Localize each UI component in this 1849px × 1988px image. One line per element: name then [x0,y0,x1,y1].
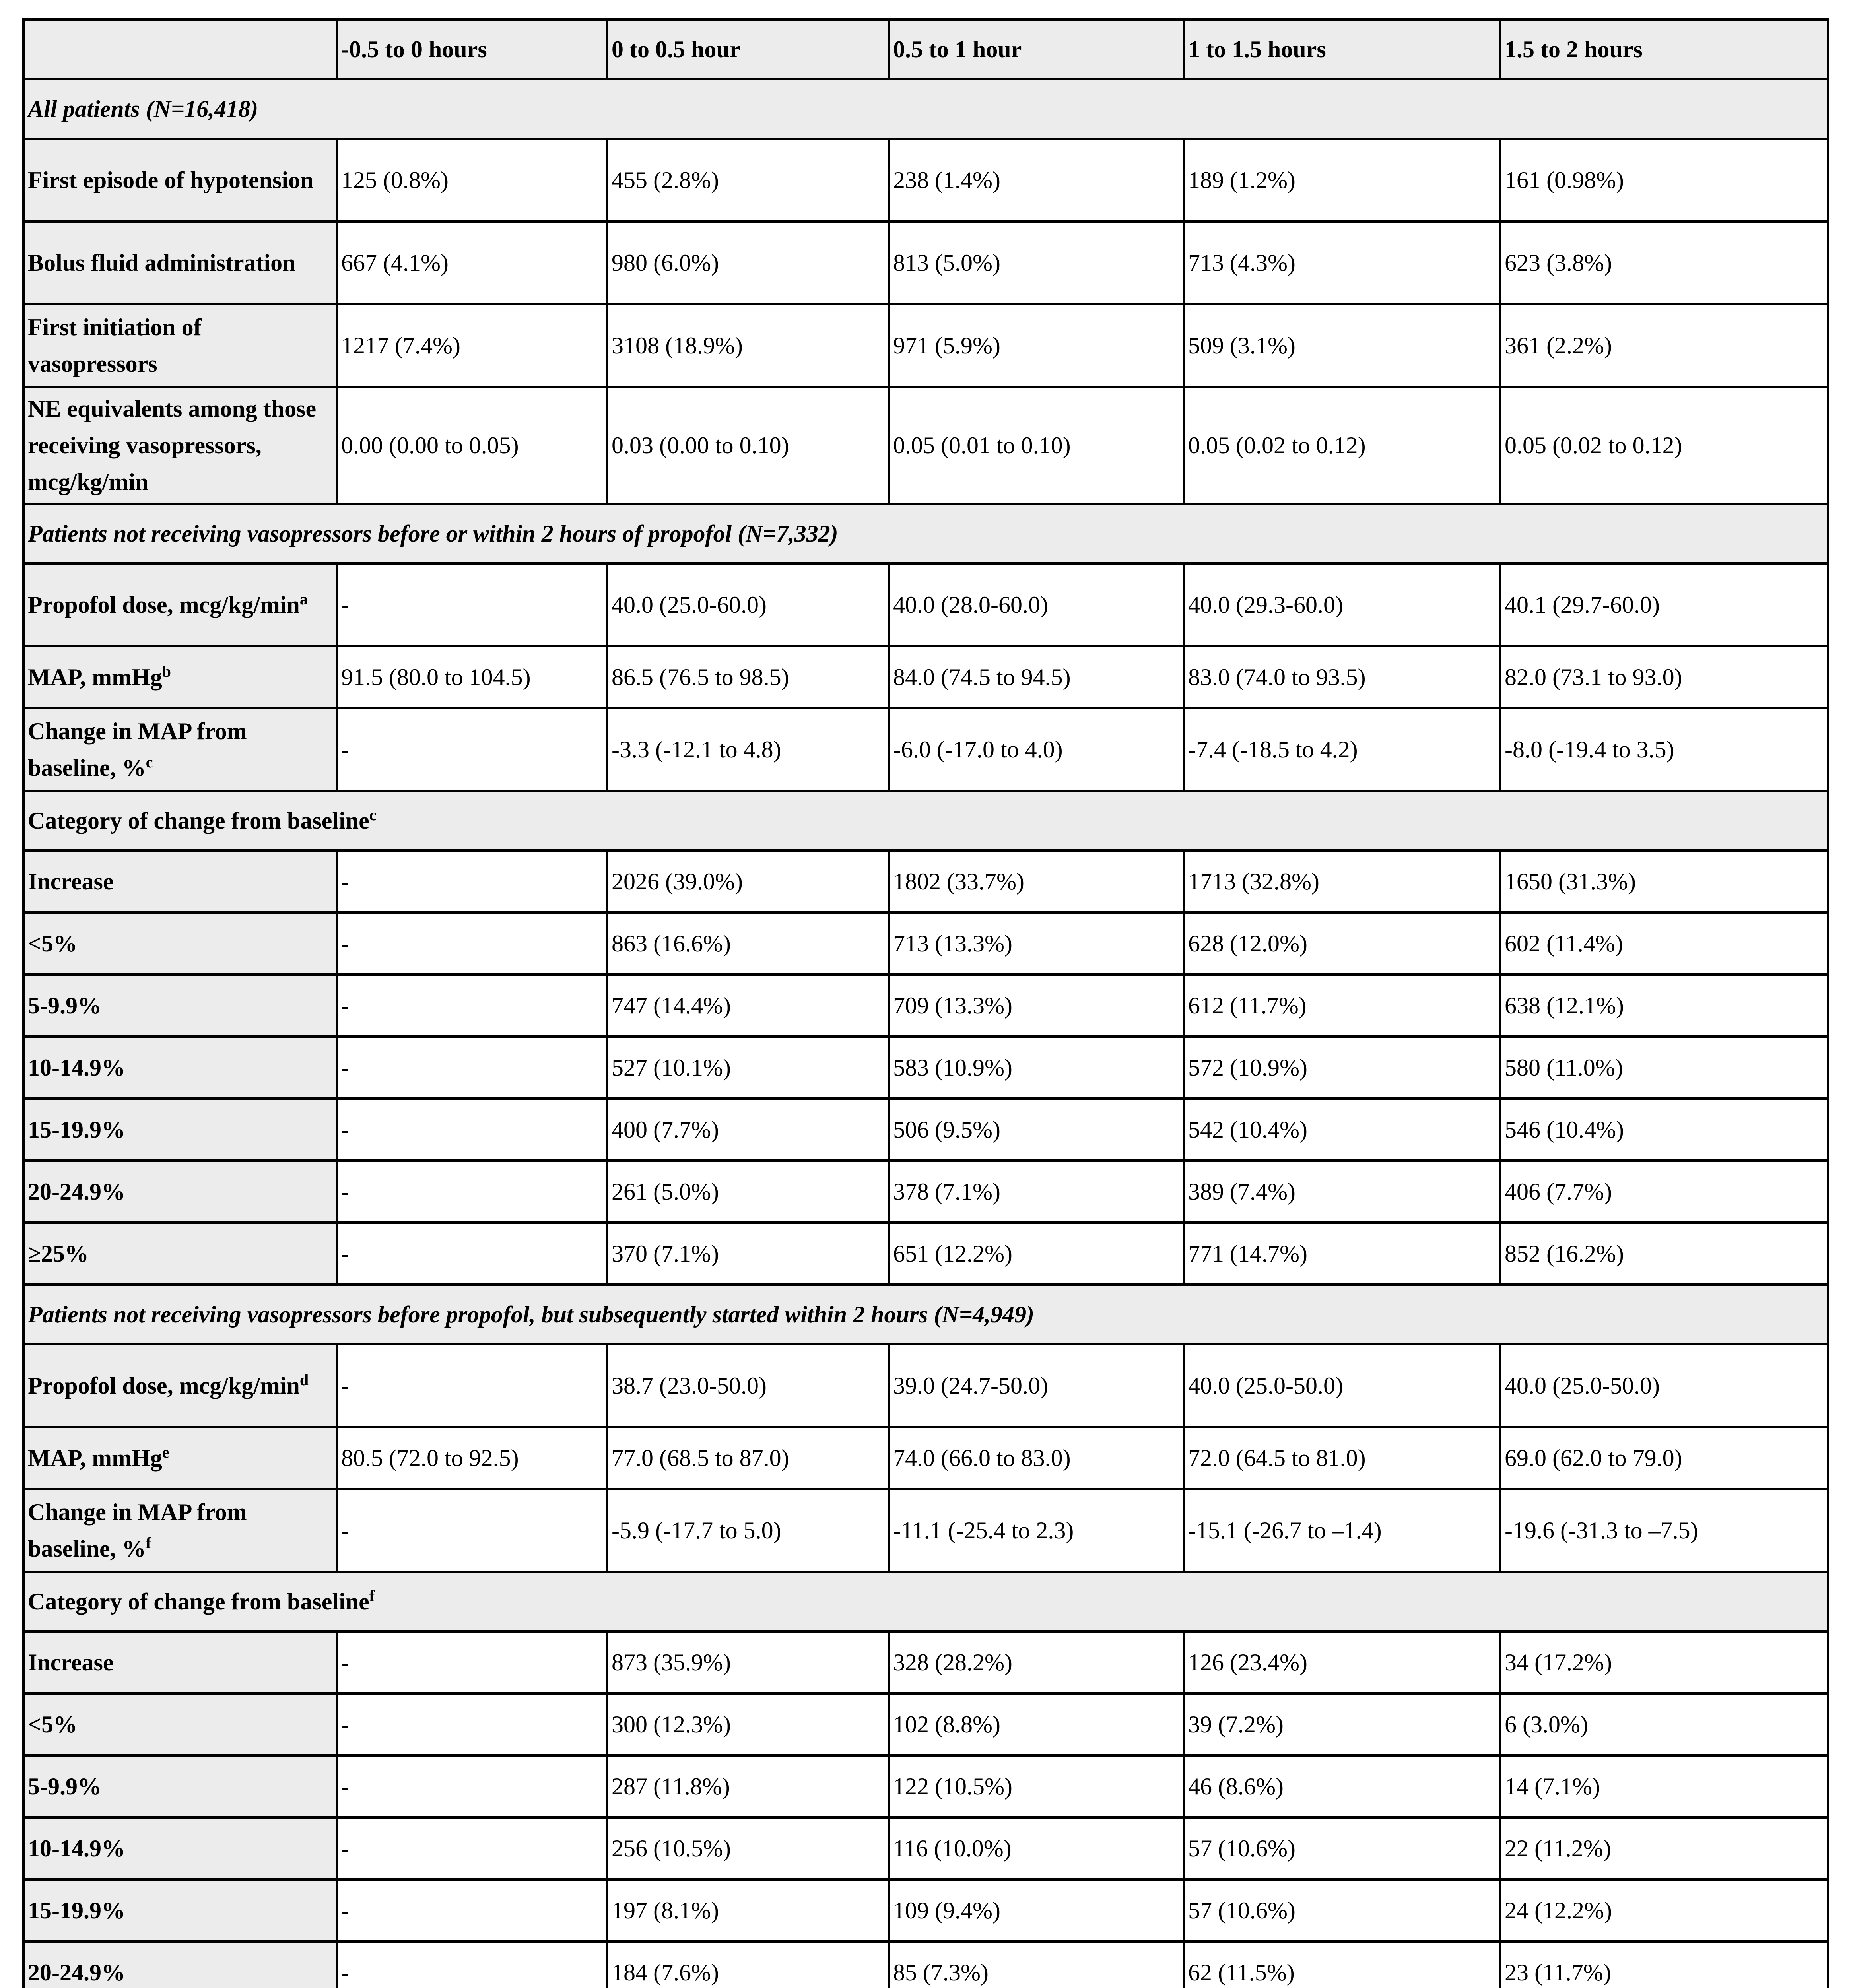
table-cell: - [337,1817,607,1879]
table-cell: - [337,1879,607,1941]
footnote-marker: c [369,806,377,824]
row-label-text: Change in MAP from baseline, % [28,718,247,781]
table-cell: 238 (1.4%) [889,139,1184,221]
row-label: 10-14.9% [23,1817,337,1879]
table-row [23,221,1828,304]
section-header-row [23,79,1828,139]
table-cell: 109 (9.4%) [889,1879,1184,1941]
table-cell: - [337,1755,607,1817]
table-cell: 40.0 (29.3-60.0) [1184,563,1500,646]
section-title: All patients (N=16,418) [23,79,1828,139]
row-label: Increase [23,850,337,912]
table-cell: 197 (8.1%) [607,1879,889,1941]
table-cell: 580 (11.0%) [1500,1037,1828,1099]
table-cell: 542 (10.4%) [1184,1099,1500,1161]
footnote-marker: b [162,662,171,680]
footnote-marker: d [299,1371,309,1389]
row-label: ≥25% [23,1223,337,1285]
table-row [23,139,1828,221]
table-row [23,850,1828,912]
table-cell: 184 (7.6%) [607,1941,889,1988]
row-label: 20-24.9% [23,1161,337,1223]
category-title-text: Category of change from baseline [28,808,369,834]
table-cell: 361 (2.2%) [1500,304,1828,387]
table-cell: 39 (7.2%) [1184,1693,1500,1755]
table-cell: 406 (7.7%) [1500,1161,1828,1223]
category-header-row [23,791,1828,850]
table-cell: 527 (10.1%) [607,1037,889,1099]
row-label: 20-24.9% [23,1941,337,1988]
table-cell: 261 (5.0%) [607,1161,889,1223]
table-cell: 91.5 (80.0 to 104.5) [337,646,607,708]
table-cell: 102 (8.8%) [889,1693,1184,1755]
table-cell: 455 (2.8%) [607,139,889,221]
row-label [23,563,337,646]
table-cell: 506 (9.5%) [889,1099,1184,1161]
footnote-marker: e [162,1443,169,1461]
row-label: 10-14.9% [23,1037,337,1099]
header-cell: 0.5 to 1 hour [889,19,1184,79]
row-label: <5% [23,912,337,975]
table-cell: 572 (10.9%) [1184,1037,1500,1099]
category-header-row [23,1572,1828,1631]
table-cell: - [337,1631,607,1693]
table-cell: - [337,708,607,791]
table-row [23,304,1828,387]
table-row [23,1161,1828,1223]
table-cell: 0.05 (0.01 to 0.10) [889,387,1184,504]
table-cell: - [337,1489,607,1572]
table-cell: 713 (13.3%) [889,912,1184,975]
table-cell: 378 (7.1%) [889,1161,1184,1223]
table-cell: 23 (11.7%) [1500,1941,1828,1988]
table-cell: 39.0 (24.7-50.0) [889,1344,1184,1427]
table-cell: -3.3 (-12.1 to 4.8) [607,708,889,791]
table-cell: 971 (5.9%) [889,304,1184,387]
table-cell: 623 (3.8%) [1500,221,1828,304]
row-label: 15-19.9% [23,1879,337,1941]
table-cell: -5.9 (-17.7 to 5.0) [607,1489,889,1572]
table-row [23,1941,1828,1988]
table-cell: -7.4 (-18.5 to 4.2) [1184,708,1500,791]
table-cell: 602 (11.4%) [1500,912,1828,975]
table-row [23,1223,1828,1285]
table-cell: - [337,1941,607,1988]
table-cell: 122 (10.5%) [889,1755,1184,1817]
category-title-text: Category of change from baseline [28,1588,369,1615]
table-cell: 62 (11.5%) [1184,1941,1500,1988]
header-row [23,19,1828,79]
table-cell: 85 (7.3%) [889,1941,1184,1988]
table-cell: 328 (28.2%) [889,1631,1184,1693]
table-cell: 126 (23.4%) [1184,1631,1500,1693]
table-row [23,1817,1828,1879]
table-row [23,1693,1828,1755]
table-cell: 57 (10.6%) [1184,1817,1500,1879]
table-row [23,646,1828,708]
table-row [23,1879,1828,1941]
table-cell: 1650 (31.3%) [1500,850,1828,912]
table-cell: 651 (12.2%) [889,1223,1184,1285]
table-cell: 83.0 (74.0 to 93.5) [1184,646,1500,708]
table-cell: 747 (14.4%) [607,975,889,1037]
results-table [22,18,1829,1988]
row-label: <5% [23,1693,337,1755]
table-row [23,1099,1828,1161]
row-label [23,1489,337,1572]
row-label-text: Propofol dose, mcg/kg/min [28,592,300,618]
table-cell: 370 (7.1%) [607,1223,889,1285]
table-cell: - [337,1223,607,1285]
table-cell: 69.0 (62.0 to 79.0) [1500,1427,1828,1489]
table-row [23,1037,1828,1099]
header-cell [23,19,337,79]
header-cell: -0.5 to 0 hours [337,19,607,79]
row-label: First initiation of vasopressors [23,304,337,387]
row-label: 5-9.9% [23,975,337,1037]
table-cell: 125 (0.8%) [337,139,607,221]
table-cell: 638 (12.1%) [1500,975,1828,1037]
table-row [23,1631,1828,1693]
table-cell: 1217 (7.4%) [337,304,607,387]
table-cell: 628 (12.0%) [1184,912,1500,975]
table-cell: 38.7 (23.0-50.0) [607,1344,889,1427]
header-cell: 1 to 1.5 hours [1184,19,1500,79]
footnote-marker: f [146,1534,151,1552]
table-cell: 400 (7.7%) [607,1099,889,1161]
table-cell: 509 (3.1%) [1184,304,1500,387]
table-row [23,975,1828,1037]
table-cell: 813 (5.0%) [889,221,1184,304]
table-cell: 256 (10.5%) [607,1817,889,1879]
row-label: First episode of hypotension [23,139,337,221]
table-cell: -6.0 (-17.0 to 4.0) [889,708,1184,791]
table-cell: 22 (11.2%) [1500,1817,1828,1879]
table-cell: 86.5 (76.5 to 98.5) [607,646,889,708]
results-table-container [22,18,1827,1988]
table-cell: 546 (10.4%) [1500,1099,1828,1161]
row-label [23,1427,337,1489]
table-row [23,1344,1828,1427]
table-cell: 771 (14.7%) [1184,1223,1500,1285]
footnote-marker: c [146,753,153,771]
table-cell: 14 (7.1%) [1500,1755,1828,1817]
table-cell: 713 (4.3%) [1184,221,1500,304]
table-cell: 0.05 (0.02 to 0.12) [1500,387,1828,504]
row-label [23,708,337,791]
table-cell: 82.0 (73.1 to 93.0) [1500,646,1828,708]
table-cell: -15.1 (-26.7 to –1.4) [1184,1489,1500,1572]
table-row [23,1489,1828,1572]
table-cell: 287 (11.8%) [607,1755,889,1817]
table-row [23,1755,1828,1817]
header-cell: 1.5 to 2 hours [1500,19,1828,79]
table-row [23,912,1828,975]
table-cell: 1802 (33.7%) [889,850,1184,912]
table-cell: 84.0 (74.5 to 94.5) [889,646,1184,708]
table-cell: 46 (8.6%) [1184,1755,1500,1817]
row-label-text: Change in MAP from baseline, % [28,1499,247,1562]
category-title [23,791,1828,850]
row-label [23,646,337,708]
table-cell: 116 (10.0%) [889,1817,1184,1879]
row-label: Increase [23,1631,337,1693]
section-title: Patients not receiving vasopressors before propofol, but subsequently started within 2 hours (N=4,949) [23,1285,1828,1344]
table-cell: 667 (4.1%) [337,221,607,304]
table-cell: 873 (35.9%) [607,1631,889,1693]
table-cell: - [337,850,607,912]
header-cell: 0 to 0.5 hour [607,19,889,79]
table-cell: 74.0 (66.0 to 83.0) [889,1427,1184,1489]
row-label-text: Propofol dose, mcg/kg/min [28,1373,300,1399]
table-cell: 77.0 (68.5 to 87.0) [607,1427,889,1489]
table-cell: 1713 (32.8%) [1184,850,1500,912]
table-cell: 980 (6.0%) [607,221,889,304]
table-row [23,708,1828,791]
table-cell: 300 (12.3%) [607,1693,889,1755]
table-row [23,563,1828,646]
table-cell: 34 (17.2%) [1500,1631,1828,1693]
row-label-text: MAP, mmHg [28,1445,162,1471]
table-cell: 40.0 (25.0-50.0) [1184,1344,1500,1427]
table-cell: - [337,1037,607,1099]
table-cell: 24 (12.2%) [1500,1879,1828,1941]
table-cell: 40.0 (25.0-50.0) [1500,1344,1828,1427]
table-row [23,1427,1828,1489]
row-label: NE equivalents among those receiving vasopressors, mcg/kg/min [23,387,337,504]
section-header-row [23,1285,1828,1344]
table-cell: 3108 (18.9%) [607,304,889,387]
row-label: 5-9.9% [23,1755,337,1817]
row-label-text: MAP, mmHg [28,664,162,690]
table-cell: 0.05 (0.02 to 0.12) [1184,387,1500,504]
table-cell: - [337,1161,607,1223]
category-title [23,1572,1828,1631]
section-title: Patients not receiving vasopressors before or within 2 hours of propofol (N=7,332) [23,504,1828,563]
table-cell: 72.0 (64.5 to 81.0) [1184,1427,1500,1489]
row-label [23,1344,337,1427]
table-cell: 40.0 (28.0-60.0) [889,563,1184,646]
table-cell: - [337,975,607,1037]
table-cell: 852 (16.2%) [1500,1223,1828,1285]
table-cell: - [337,563,607,646]
row-label: Bolus fluid administration [23,221,337,304]
table-cell: - [337,912,607,975]
table-cell: 2026 (39.0%) [607,850,889,912]
table-cell: 40.0 (25.0-60.0) [607,563,889,646]
table-cell: 57 (10.6%) [1184,1879,1500,1941]
table-cell: 40.1 (29.7-60.0) [1500,563,1828,646]
section-header-row [23,504,1828,563]
table-cell: 863 (16.6%) [607,912,889,975]
table-cell: 612 (11.7%) [1184,975,1500,1037]
footnote-marker: f [369,1587,375,1605]
row-label: 15-19.9% [23,1099,337,1161]
table-cell: 0.03 (0.00 to 0.10) [607,387,889,504]
footnote-marker: a [299,590,308,608]
table-cell: - [337,1693,607,1755]
table-cell: 189 (1.2%) [1184,139,1500,221]
table-cell: 6 (3.0%) [1500,1693,1828,1755]
table-cell: -19.6 (-31.3 to –7.5) [1500,1489,1828,1572]
table-cell: 389 (7.4%) [1184,1161,1500,1223]
table-cell: 709 (13.3%) [889,975,1184,1037]
table-cell: - [337,1099,607,1161]
table-cell: 161 (0.98%) [1500,139,1828,221]
table-cell: 80.5 (72.0 to 92.5) [337,1427,607,1489]
table-cell: 583 (10.9%) [889,1037,1184,1099]
table-row [23,387,1828,504]
table-cell: -11.1 (-25.4 to 2.3) [889,1489,1184,1572]
table-cell: - [337,1344,607,1427]
table-cell: 0.00 (0.00 to 0.05) [337,387,607,504]
table-cell: -8.0 (-19.4 to 3.5) [1500,708,1828,791]
